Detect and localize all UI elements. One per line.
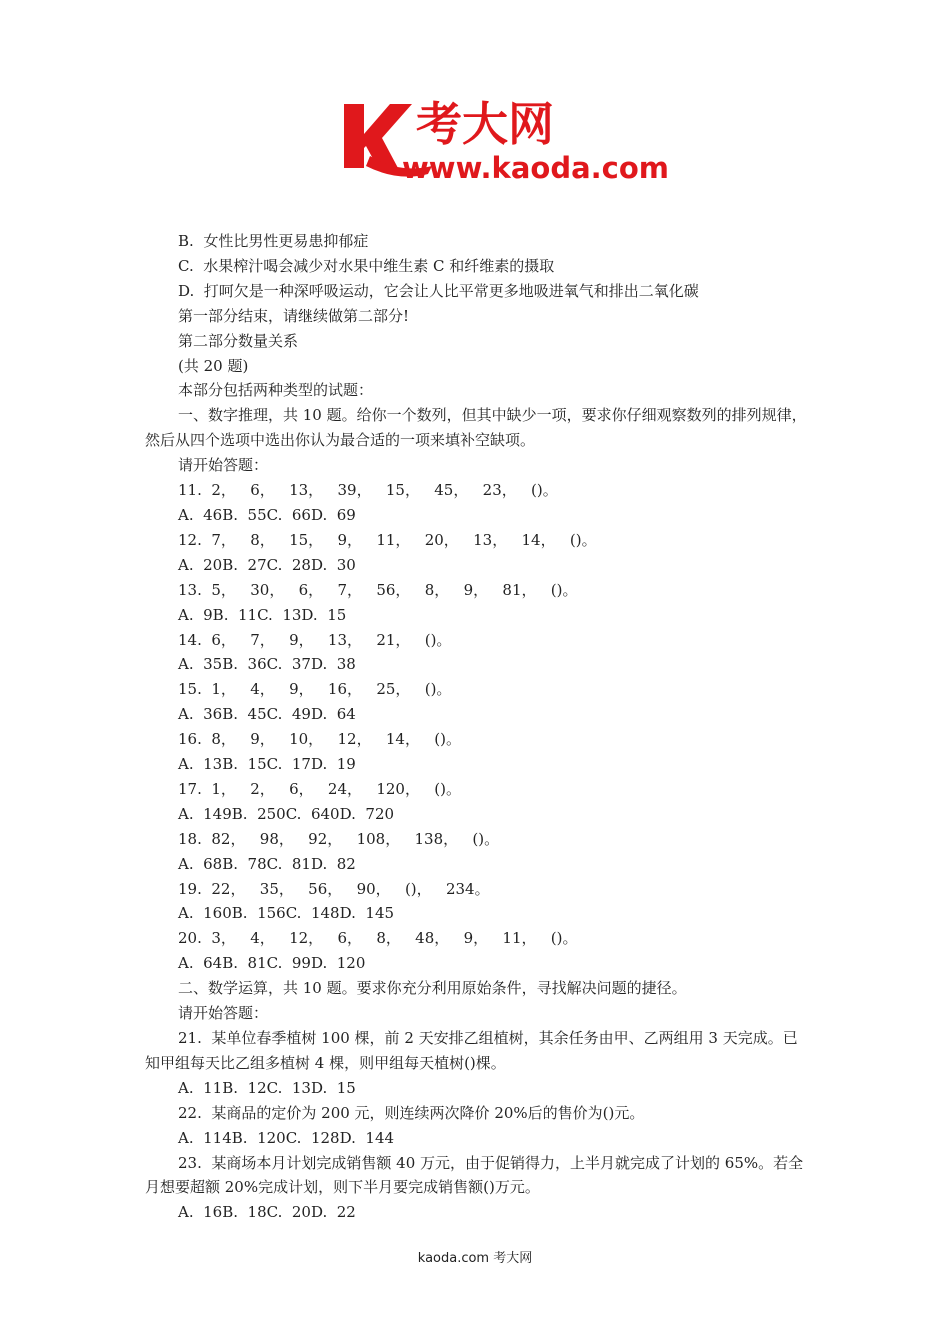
answer-options: A. 9B. 11C. 13D. 15 [178,605,347,624]
answer-options: A. 160B. 156C. 148D. 145 [178,904,395,923]
answer-options: A. 16B. 18C. 20D. 22 [178,1203,356,1222]
question: 18. 82， 98， 92， 108， 138， ()。 [178,829,500,848]
question: 11. 2， 6， 13， 39， 15， 45， 23， ()。 [178,481,558,500]
question: 15. 1， 4， 9， 16， 25， ()。 [178,680,452,699]
question: 13. 5， 30， 6， 7， 56， 8， 9， 81， ()。 [178,580,578,599]
paragraph: 二、数学运算，共 10 题。要求你充分利用原始条件，寻找解决问题的捷径。 [178,979,687,998]
logo-graphic [340,96,670,186]
answer-options: A. 46B. 55C. 66D. 69 [178,505,356,524]
question: 14. 6， 7， 9， 13， 21， ()。 [178,630,452,649]
answer-options: A. 64B. 81C. 99D. 120 [178,954,366,973]
answer-options: A. 36B. 45C. 49D. 64 [178,705,356,724]
logo-url: www.kaoda.com [402,151,669,185]
question: 23. 某商场本月计划完成销售额 40 万元，由于促销得力，上半月就完成了计划的 65%。若全月想要超额 20%完成计划，则下半月要完成销售额()万元。 [145,1153,804,1197]
section-title: 第二部分数量关系 [178,331,299,350]
document-body [145,229,810,1225]
page-footer: kaoda.com 考大网 [417,1251,533,1266]
question: 21. 某单位春季植树 100 棵，前 2 天安排乙组植树，其余任务由甲、乙两组用 3 天完成。已知甲组每天比乙组多植树 4 棵，则甲组每天植树()棵。 [145,1029,798,1072]
logo-name: 考大网 [416,97,554,151]
question: 22. 某商品的定价为 200 元，则连续两次降价 20%后的售价为()元。 [178,1103,645,1122]
answer-options: A. 35B. 36C. 37D. 38 [178,655,356,674]
paragraph: 第一部分结束，请继续做第二部分! [178,306,410,325]
paragraph: (共 20 题) [178,356,249,375]
answer-options: A. 149B. 250C. 640D. 720 [178,804,395,823]
question: 12. 7， 8， 15， 9， 11， 20， 13， 14， ()。 [178,530,597,549]
paragraph: 一、数字推理，共 10 题。给你一个数列，但其中缺少一项，要求你仔细观察数列的排列规律，然后从四个选项中选出你认为最合适的一项来填补空缺项。 [145,406,807,450]
paragraph: D. 打呵欠是一种深呼吸运动，它会让人比平常更多地吸进氧气和排出二氧化碳 [178,281,699,300]
paragraph: 请开始答题： [178,456,269,475]
answer-options: A. 11B. 12C. 13D. 15 [178,1078,356,1097]
answer-options: A. 20B. 27C. 28D. 30 [178,555,356,574]
paragraph: 请开始答题： [178,1004,269,1023]
site-logo [340,96,670,186]
question: 16. 8， 9， 10， 12， 14， ()。 [178,730,461,749]
question: 17. 1， 2， 6， 24， 120， ()。 [178,779,461,798]
paragraph: C. 水果榨汁喝会减少对水果中维生素 C 和纤维素的摄取 [178,256,555,275]
answer-options: A. 13B. 15C. 17D. 19 [178,755,356,774]
question: 19. 22， 35， 56， 90， ()， 234。 [178,879,490,898]
question: 20. 3， 4， 12， 6， 8， 48， 9， 11， ()。 [178,929,578,948]
answer-options: A. 68B. 78C. 81D. 82 [178,854,356,873]
paragraph: B. 女性比男性更易患抑郁症 [178,232,369,250]
paragraph: 本部分包括两种类型的试题： [178,381,374,400]
answer-options: A. 114B. 120C. 128D. 144 [178,1128,395,1147]
